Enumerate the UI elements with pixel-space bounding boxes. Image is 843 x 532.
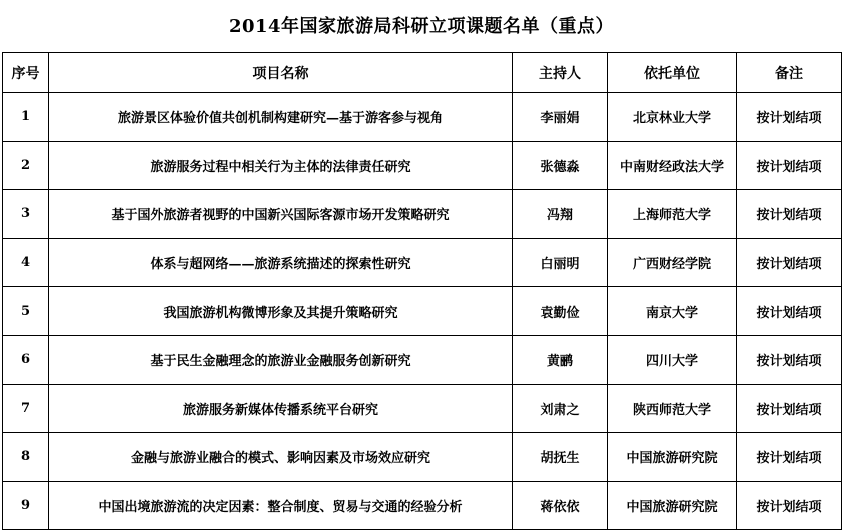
table-row (3, 433, 842, 482)
cell-remark: 按计划结项 (737, 335, 842, 384)
cell-institution: 南京大学 (608, 287, 737, 336)
table-row (3, 287, 842, 336)
cell-remark: 按计划结项 (737, 433, 842, 482)
cell-remark: 按计划结项 (737, 238, 842, 287)
cell-index: 5 (3, 287, 49, 336)
cell-project-name: 基于国外旅游者视野的中国新兴国际客源市场开发策略研究 (49, 190, 513, 239)
cell-remark: 按计划结项 (737, 141, 842, 190)
cell-remark: 按计划结项 (737, 93, 842, 142)
cell-project-name: 体系与超网络——旅游系统描述的探索性研究 (49, 238, 513, 287)
cell-remark: 按计划结项 (737, 481, 842, 530)
cell-index: 8 (3, 433, 49, 482)
cell-remark: 按计划结项 (737, 384, 842, 433)
cell-institution: 上海师范大学 (608, 190, 737, 239)
cell-host: 刘肃之 (513, 384, 608, 433)
cell-institution: 四川大学 (608, 335, 737, 384)
cell-institution: 陕西师范大学 (608, 384, 737, 433)
cell-host: 张德淼 (513, 141, 608, 190)
cell-project-name: 中国出境旅游流的决定因素：整合制度、贸易与交通的经验分析 (49, 481, 513, 530)
table-row (3, 384, 842, 433)
cell-host: 蒋依依 (513, 481, 608, 530)
header-remark: 备注 (737, 53, 842, 93)
project-table (2, 52, 842, 530)
cell-index: 7 (3, 384, 49, 433)
cell-host: 袁勤俭 (513, 287, 608, 336)
cell-host: 黄鹂 (513, 335, 608, 384)
table-row (3, 93, 842, 142)
header-index: 序号 (3, 53, 49, 93)
table-row (3, 190, 842, 239)
cell-host: 白丽明 (513, 238, 608, 287)
header-project-name: 项目名称 (49, 53, 513, 93)
cell-project-name: 基于民生金融理念的旅游业金融服务创新研究 (49, 335, 513, 384)
table-header-row (3, 53, 842, 93)
cell-project-name: 旅游服务过程中相关行为主体的法律责任研究 (49, 141, 513, 190)
cell-host: 胡抚生 (513, 433, 608, 482)
cell-institution: 中国旅游研究院 (608, 481, 737, 530)
cell-host: 冯翔 (513, 190, 608, 239)
table-row (3, 141, 842, 190)
table-row (3, 238, 842, 287)
cell-index: 4 (3, 238, 49, 287)
cell-institution: 中国旅游研究院 (608, 433, 737, 482)
cell-index: 9 (3, 481, 49, 530)
cell-remark: 按计划结项 (737, 190, 842, 239)
cell-institution: 广西财经学院 (608, 238, 737, 287)
cell-institution: 北京林业大学 (608, 93, 737, 142)
header-institution: 依托单位 (608, 53, 737, 93)
page-title: 2014年国家旅游局科研立项课题名单（重点） (228, 16, 615, 37)
cell-project-name: 旅游服务新媒体传播系统平台研究 (49, 384, 513, 433)
cell-project-name: 我国旅游机构微博形象及其提升策略研究 (49, 287, 513, 336)
table-row (3, 481, 842, 530)
table-row (3, 335, 842, 384)
cell-index: 1 (3, 93, 49, 142)
cell-host: 李丽娟 (513, 93, 608, 142)
cell-project-name: 金融与旅游业融合的模式、影响因素及市场效应研究 (49, 433, 513, 482)
cell-index: 6 (3, 335, 49, 384)
cell-institution: 中南财经政法大学 (608, 141, 737, 190)
cell-project-name: 旅游景区体验价值共创机制构建研究—基于游客参与视角 (49, 93, 513, 142)
header-host: 主持人 (513, 53, 608, 93)
cell-remark: 按计划结项 (737, 287, 842, 336)
cell-index: 3 (3, 190, 49, 239)
cell-index: 2 (3, 141, 49, 190)
